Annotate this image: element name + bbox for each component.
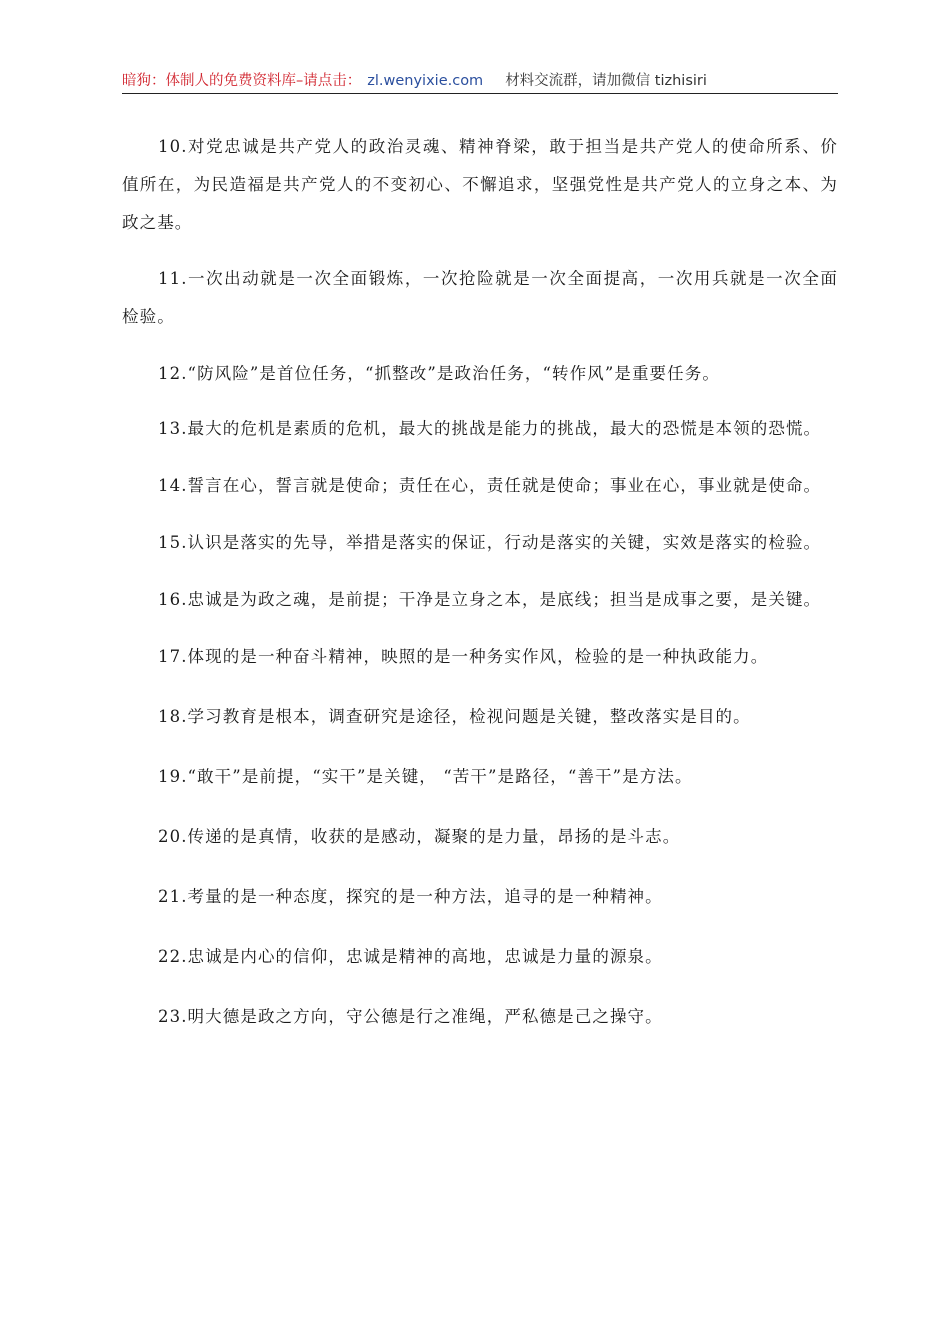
paragraph-number: 10. (158, 137, 188, 156)
paragraph-text: 传递的是真情，收获的是感动，凝聚的是力量，昂扬的是斗志。 (187, 827, 681, 846)
paragraph-text: 明大德是政之方向，守公德是行之准绳，严私德是己之操守。 (187, 1007, 663, 1026)
paragraph-number: 18. (158, 707, 188, 726)
paragraph-14 (122, 467, 838, 505)
paragraph-13 (122, 410, 838, 448)
paragraph-text: 考量的是一种态度，探究的是一种方法，追寻的是一种精神。 (187, 887, 663, 906)
paragraph-text: “防风险”是首位任务，“抓整改”是政治任务，“转作风”是重要任务。 (187, 364, 720, 383)
header-site-link[interactable]: zl.wenyixie.com (367, 73, 484, 89)
paragraph-text: 体现的是一种奋斗精神，映照的是一种务实作风，检验的是一种执政能力。 (187, 647, 769, 666)
paragraph-text: 最大的危机是素质的危机，最大的挑战是能力的挑战，最大的恐慌是本领的恐慌。 (187, 419, 822, 438)
paragraph-number: 23. (158, 1007, 188, 1026)
paragraph-number: 19. (158, 767, 188, 786)
paragraph-number: 20. (158, 827, 188, 846)
paragraph-11 (122, 260, 838, 336)
paragraph-16 (122, 581, 838, 619)
page-header (122, 70, 838, 94)
paragraph-number: 13. (158, 419, 188, 438)
paragraph-10 (122, 128, 838, 242)
paragraph-21 (122, 878, 838, 916)
paragraph-text: 对党忠诚是共产党人的政治灵魂、精神脊梁，敢于担当是共产党人的使命所系、价值所在，为民造福是共产党人的不变初心、不懈追求，坚强党性是共产党人的立身之本、为政之基。 (122, 137, 838, 232)
header-brand: 暗狗：体制人的免费资料库 (122, 73, 296, 89)
document-body (122, 128, 838, 1036)
header-link-label: –请点击： (296, 73, 362, 89)
paragraph-20 (122, 818, 838, 856)
paragraph-text: 忠诚是为政之魂，是前提；干净是立身之本，是底线；担当是成事之要，是关键。 (187, 590, 822, 609)
paragraph-number: 22. (158, 947, 188, 966)
paragraph-12 (122, 355, 838, 393)
paragraph-19 (122, 758, 838, 796)
paragraph-number: 15. (158, 533, 188, 552)
paragraph-22 (122, 938, 838, 976)
paragraph-text: 学习教育是根本，调查研究是途径，检视问题是关键，整改落实是目的。 (187, 707, 751, 726)
paragraph-17 (122, 638, 838, 676)
paragraph-number: 12. (158, 364, 188, 383)
header-divider (122, 93, 838, 94)
paragraph-number: 17. (158, 647, 188, 666)
paragraph-number: 16. (158, 590, 188, 609)
paragraph-text: “敢干”是前提，“实干”是关键， “苦干”是路径，“善干”是方法。 (187, 767, 693, 786)
paragraph-text: 一次出动就是一次全面锻炼，一次抢险就是一次全面提高，一次用兵就是一次全面检验。 (122, 269, 838, 326)
paragraph-23 (122, 998, 838, 1036)
paragraph-number: 21. (158, 887, 188, 906)
paragraph-text: 忠诚是内心的信仰，忠诚是精神的高地，忠诚是力量的源泉。 (187, 947, 663, 966)
paragraph-number: 14. (158, 476, 188, 495)
paragraph-text: 认识是落实的先导，举措是落实的保证，行动是落实的关键，实效是落实的检验。 (187, 533, 822, 552)
paragraph-15 (122, 524, 838, 562)
header-group-info: 材料交流群，请加微信 tizhisiri (505, 73, 707, 89)
paragraph-text: 誓言在心，誓言就是使命；责任在心，责任就是使命；事业在心，事业就是使命。 (187, 476, 822, 495)
paragraph-18 (122, 698, 838, 736)
paragraph-number: 11. (158, 269, 188, 288)
